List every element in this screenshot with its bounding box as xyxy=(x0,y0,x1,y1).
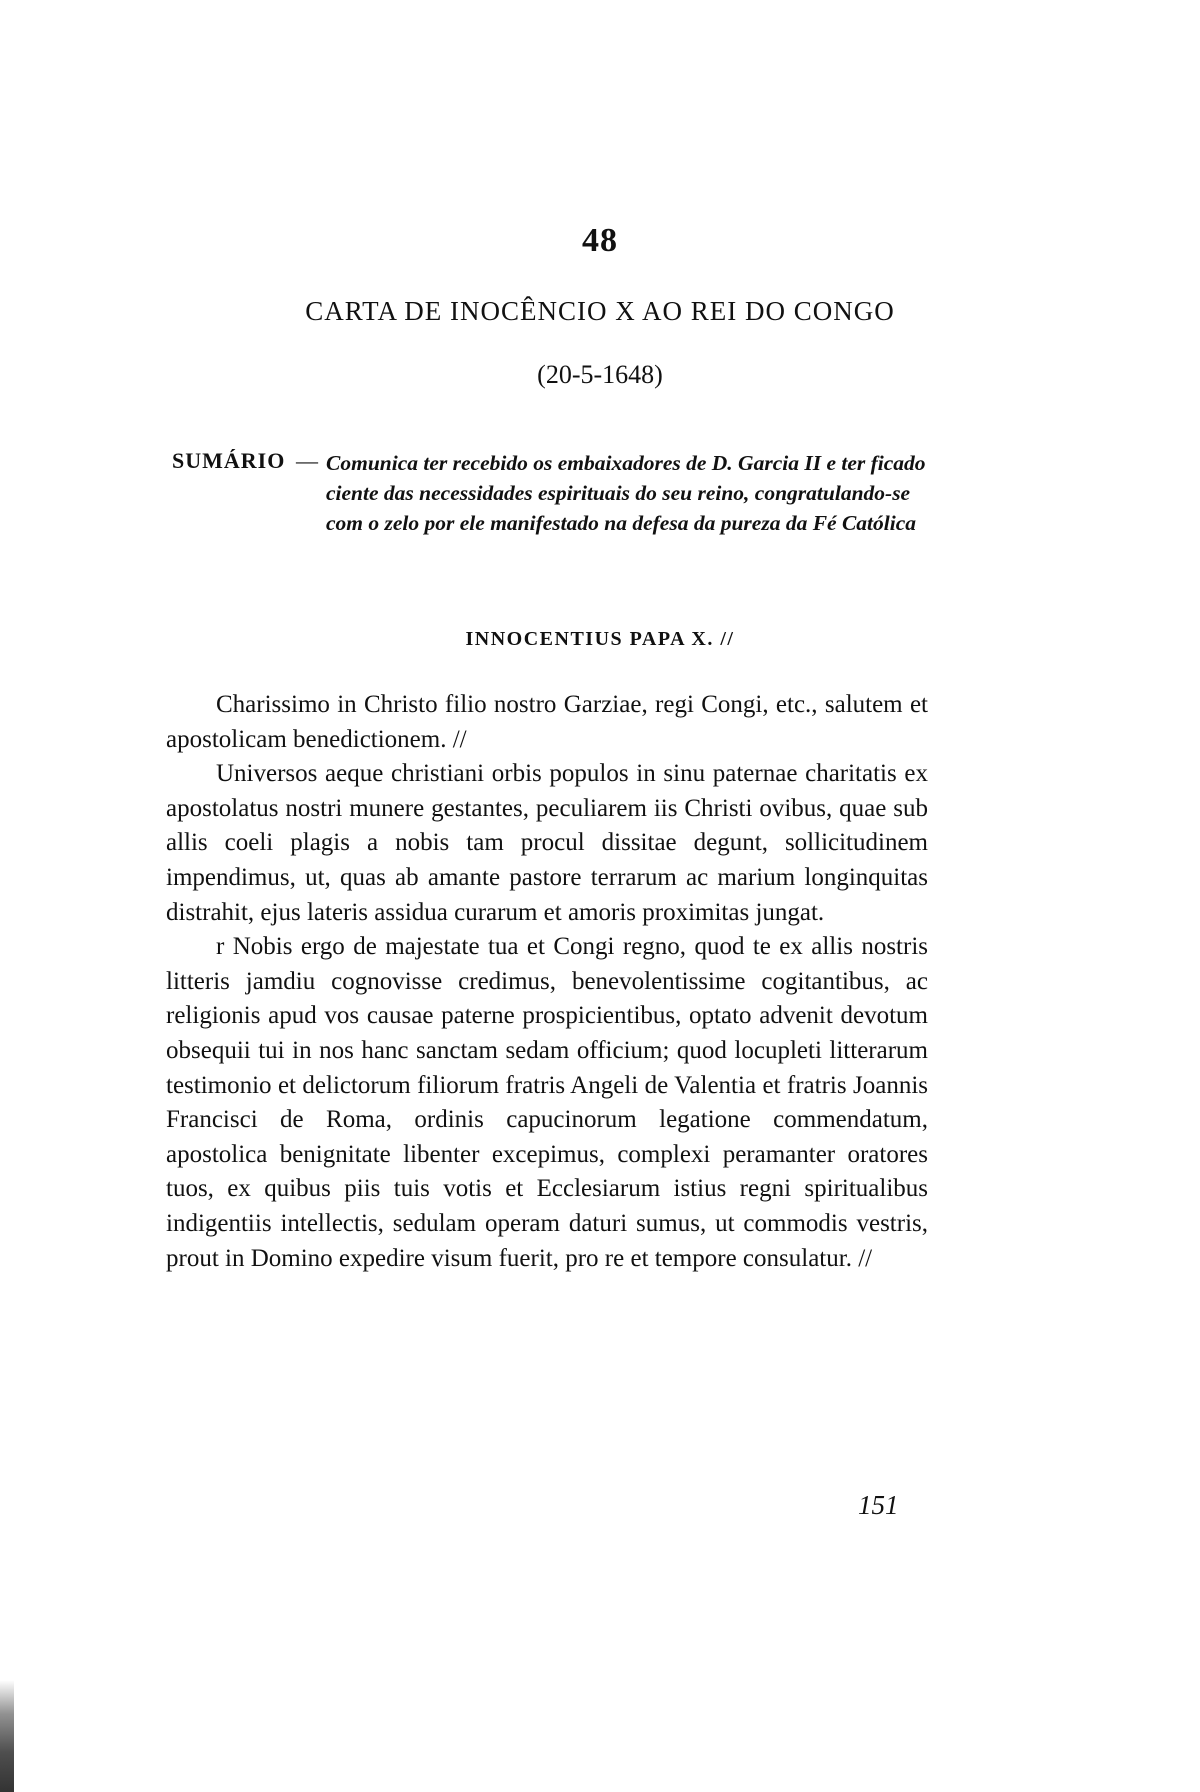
letter-heading: INNOCENTIUS PAPA X. // xyxy=(465,628,735,650)
page-number: 151 xyxy=(858,1490,899,1520)
paragraph-nobis: r Nobis ergo de majestate tua et Congi regno, quod te ex allis nostris litteris jamdiu cognovisse credimus, benevolentissime cogitantibus, ac religionis apud vos causae paterne prospicientibus, optato advenit devotum obsequii tui in nos hanc sanctam sedam officium; quod locupleti litterarum testimonio et delictorum filiorum fratris Angeli de Valentia et fratris Joannis Francisci de Roma, ordinis capucinorum legatione commendatum, apostolica benignitate libenter excepimus, complexi peramanter oratores tuos, ex quibus piis tuis votis et Ecclesiarum istius regni spiritualibus indigentiis intellectis, sedulam operam daturi sumus, ut commodis vestris, prout in Domino expedire visum fuerit, pro re et tempore consulatur. // xyxy=(166,933,928,1272)
summary-dash: — xyxy=(296,448,318,473)
summary-label: SUMÁRIO xyxy=(172,448,286,473)
paragraph-universos: Universos aeque christiani orbis populos in sinu paternae charitatis ex apostolatus nostri munere gestantes, peculiarem iis Christi ovibus, quae sub allis coeli plagis a nobis tam procul dissitae degunt, sollicitudinem impendimus, ut, quas ab amante pastore terrarum ac marium longinquitas distrahit, ejus lateris assidua curarum et amoris proximitas jungat. xyxy=(166,760,928,926)
document-number: 48 xyxy=(582,222,618,259)
paragraph-greeting: Charissimo in Christo filio nostro Garziae, regi Congi, etc., salutem et apostolicam benedictionem. // xyxy=(166,691,928,753)
letter-body xyxy=(166,688,928,1276)
document-date: (20-5-1648) xyxy=(537,360,663,389)
summary-text: Comunica ter recebido os embaixadores de D. Garcia II e ter ficado ciente das necessidades espirituais do seu reino, congratulando-se com o zelo por ele manifestado na defesa da pureza da Fé Católica xyxy=(326,451,926,535)
scan-edge-artifact xyxy=(0,1680,14,1792)
document-title: CARTA DE INOCÊNCIO X AO REI DO CONGO xyxy=(305,296,895,326)
